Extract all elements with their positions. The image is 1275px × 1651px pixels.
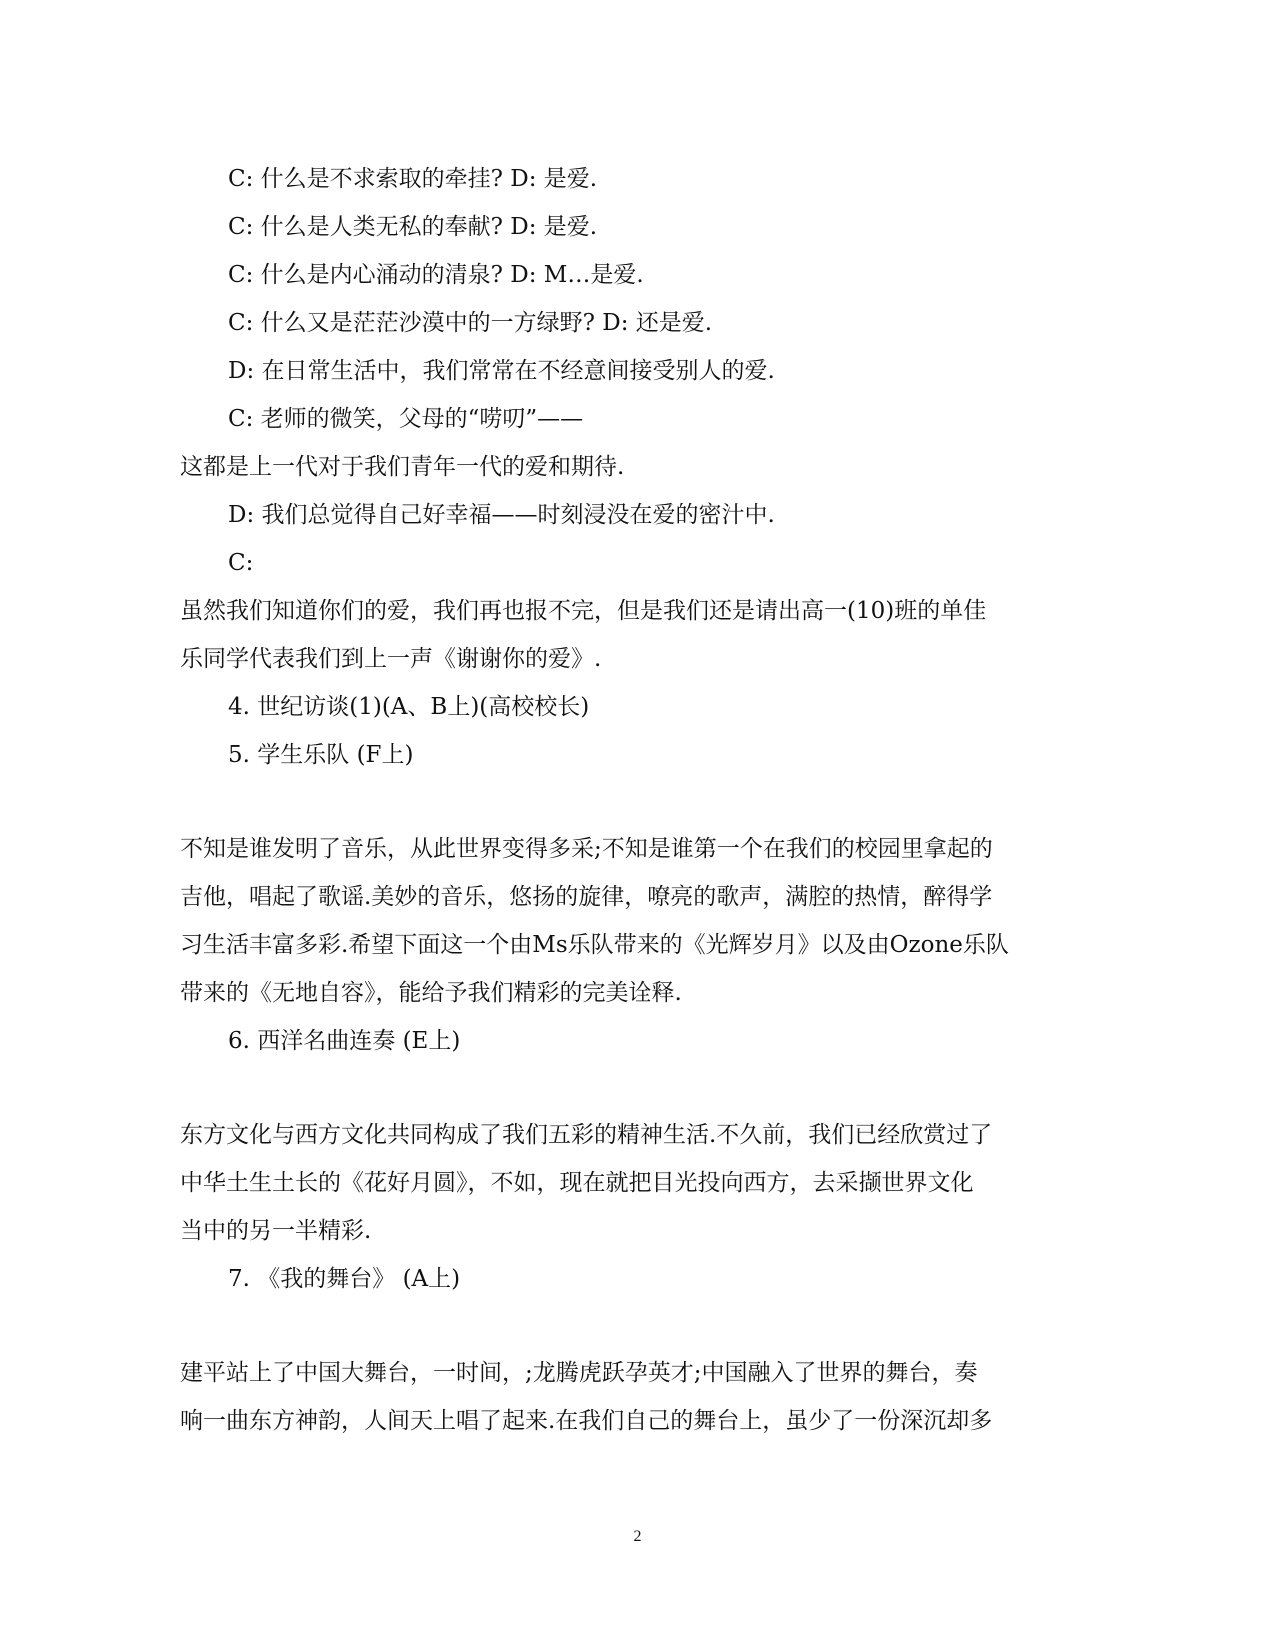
dialogue-line: C: 什么是人类无私的奉献? D: 是爱. [228,214,598,240]
dialogue-line: C: 什么又是茫茫沙漠中的一方绿野? D: 还是爱. [228,310,713,336]
page-number: 2 [633,1528,642,1545]
program-item-heading: 6. 西洋名曲连奏 (E上) [228,1028,461,1054]
paragraph-line: 建平站上了中国大舞台，一时间，;龙腾虎跃孕英才;中国融入了世界的舞台，奏 [180,1360,978,1386]
paragraph-line: 不知是谁发明了音乐，从此世界变得多采;不知是谁第一个在我们的校园里拿起的 [180,836,993,862]
paragraph-line: 当中的另一半精彩. [180,1218,372,1244]
program-item-heading: 7. 《我的舞台》 (A上) [228,1266,461,1292]
paragraph-line: 吉他，唱起了歌谣.美妙的音乐，悠扬的旋律，嘹亮的歌声，满腔的热情，醉得学 [180,884,993,910]
dialogue-line: C: 什么是不求索取的牵挂? D: 是爱. [228,166,598,192]
dialogue-line: D: 在日常生活中，我们常常在不经意间接受别人的爱. [228,358,775,384]
program-item-heading: 4. 世纪访谈(1)(A、B上)(高校校长) [228,694,590,720]
paragraph-line: 东方文化与西方文化共同构成了我们五彩的精神生活.不久前，我们已经欣赏过了 [180,1122,993,1148]
paragraph-line: 响一曲东方神韵，人间天上唱了起来.在我们自己的舞台上，虽少了一份深沉却多 [180,1408,993,1434]
paragraph-gap [180,779,1060,825]
paragraph-line: 带来的《无地自容》，能给予我们精彩的完美诠释. [180,980,682,1006]
paragraph-line: 中华土生土长的《花好月圆》，不如，现在就把目光投向西方，去采撷世界文化 [180,1170,974,1196]
paragraph-line: 虽然我们知道你们的爱，我们再也报不完，但是我们还是请出高一(10)班的单佳 [180,598,987,624]
program-item-heading: 5. 学生乐队 (F上) [228,742,414,768]
dialogue-line: D: 我们总觉得自己好幸福——时刻浸没在爱的密汁中. [228,502,775,528]
paragraph-line: 乐同学代表我们到上一声《谢谢你的爱》. [180,646,602,672]
paragraph-gap [180,1303,1060,1349]
document-body [180,155,1060,1445]
dialogue-line: C: 老师的微笑，父母的“唠叨”—— [228,406,584,432]
paragraph-line: 这都是上一代对于我们青年一代的爱和期待. [180,454,625,480]
paragraph-gap [180,1065,1060,1111]
dialogue-line: C: [228,550,254,576]
dialogue-line: C: 什么是内心涌动的清泉? D: M…是爱. [228,262,644,288]
paragraph-line: 习生活丰富多彩.希望下面这一个由Ms乐队带来的《光辉岁月》以及由Ozone乐队 [180,932,1009,958]
